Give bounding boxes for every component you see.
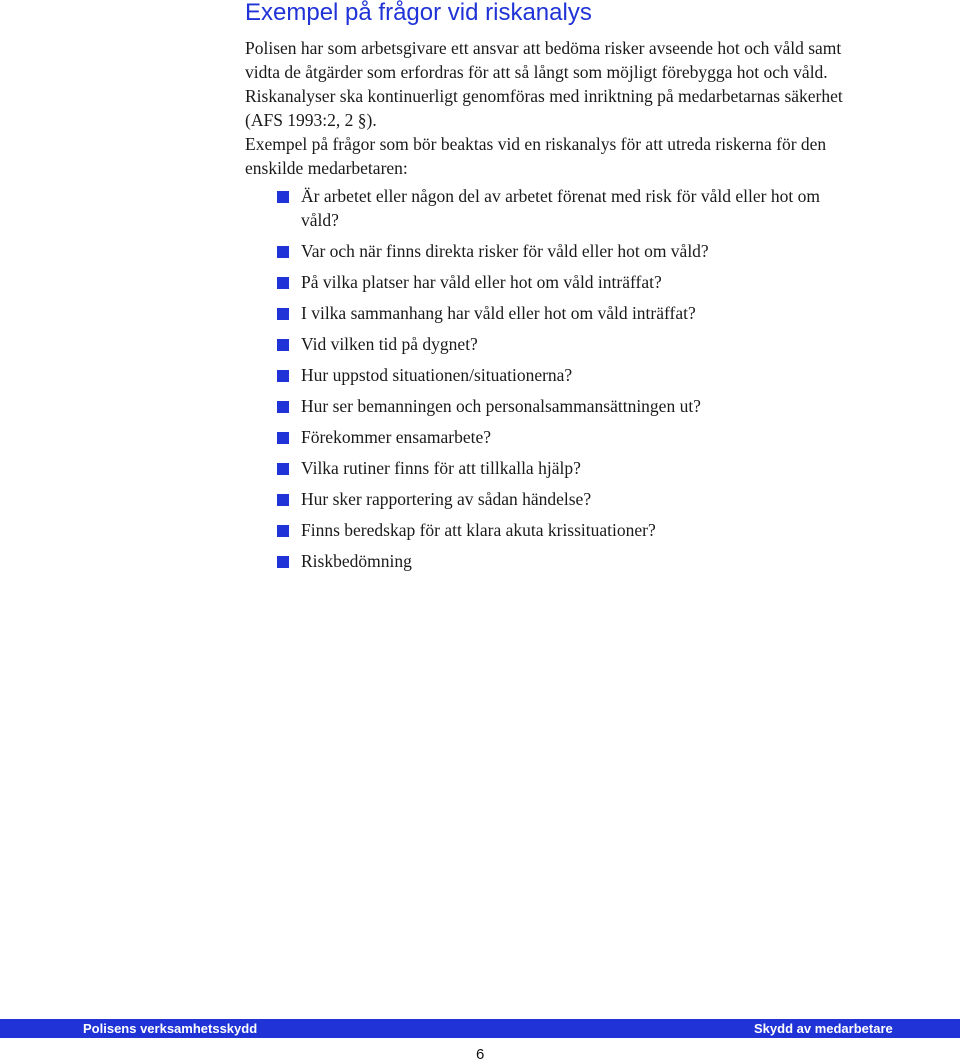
square-bullet-icon [277, 401, 289, 413]
list-item-text: På vilka platser har våld eller hot om våld inträffat? [301, 272, 662, 292]
list-item [277, 363, 847, 387]
square-bullet-icon [277, 494, 289, 506]
list-item-text: Finns beredskap för att klara akuta krissituationer? [301, 520, 656, 540]
square-bullet-icon [277, 277, 289, 289]
list-item-text: Hur uppstod situationen/situationerna? [301, 365, 573, 385]
list-item-text: Vilka rutiner finns för att tillkalla hjälp? [301, 458, 581, 478]
list-item [277, 301, 847, 325]
square-bullet-icon [277, 556, 289, 568]
list-item [277, 487, 847, 511]
square-bullet-icon [277, 339, 289, 351]
list-item [277, 394, 847, 418]
square-bullet-icon [277, 246, 289, 258]
question-list [277, 184, 847, 580]
square-bullet-icon [277, 308, 289, 320]
list-item [277, 184, 847, 232]
list-item [277, 456, 847, 480]
footer-left-text: Polisens verksamhetsskydd [83, 1021, 258, 1036]
page-title: Exempel på frågor vid riskanalys [245, 0, 592, 26]
list-item-text: Riskbedömning [301, 551, 412, 571]
list-item-text: Vid vilken tid på dygnet? [301, 334, 478, 354]
square-bullet-icon [277, 191, 289, 203]
list-item [277, 332, 847, 356]
list-item [277, 549, 847, 573]
footer-bar [0, 1019, 960, 1038]
intro-paragraph: Polisen har som arbetsgivare ett ansvar att bedöma risker avseende hot och våld samt vidta de åtgärder som erfordras för att så långt som möjligt förebygga hot och våld. Riskanalyser ska kontinuerligt genomföras med inriktning på medarbetarnas säkerhet (AFS 1993:2, 2 §). [245, 38, 843, 130]
questions-intro-paragraph: Exempel på frågor som bör beaktas vid en riskanalys för att utreda riskerna för den enskilde medarbetaren: [245, 134, 827, 178]
square-bullet-icon [277, 463, 289, 475]
list-item-text: Förekommer ensamarbete? [301, 427, 491, 447]
list-item [277, 239, 847, 263]
list-item-text: Hur ser bemanningen och personalsammansättningen ut? [301, 396, 701, 416]
list-item-text: Är arbetet eller någon del av arbetet förenat med risk för våld eller hot om våld? [301, 186, 820, 230]
square-bullet-icon [277, 370, 289, 382]
square-bullet-icon [277, 432, 289, 444]
list-item [277, 518, 847, 542]
square-bullet-icon [277, 525, 289, 537]
list-item [277, 270, 847, 294]
list-item-text: Var och när finns direkta risker för våld eller hot om våld? [301, 241, 709, 261]
page-number: 6 [476, 1046, 485, 1063]
list-item-text: I vilka sammanhang har våld eller hot om våld inträffat? [301, 303, 696, 323]
list-item-text: Hur sker rapportering av sådan händelse? [301, 489, 592, 509]
list-item [277, 425, 847, 449]
footer-right-text: Skydd av medarbetare [754, 1021, 893, 1036]
